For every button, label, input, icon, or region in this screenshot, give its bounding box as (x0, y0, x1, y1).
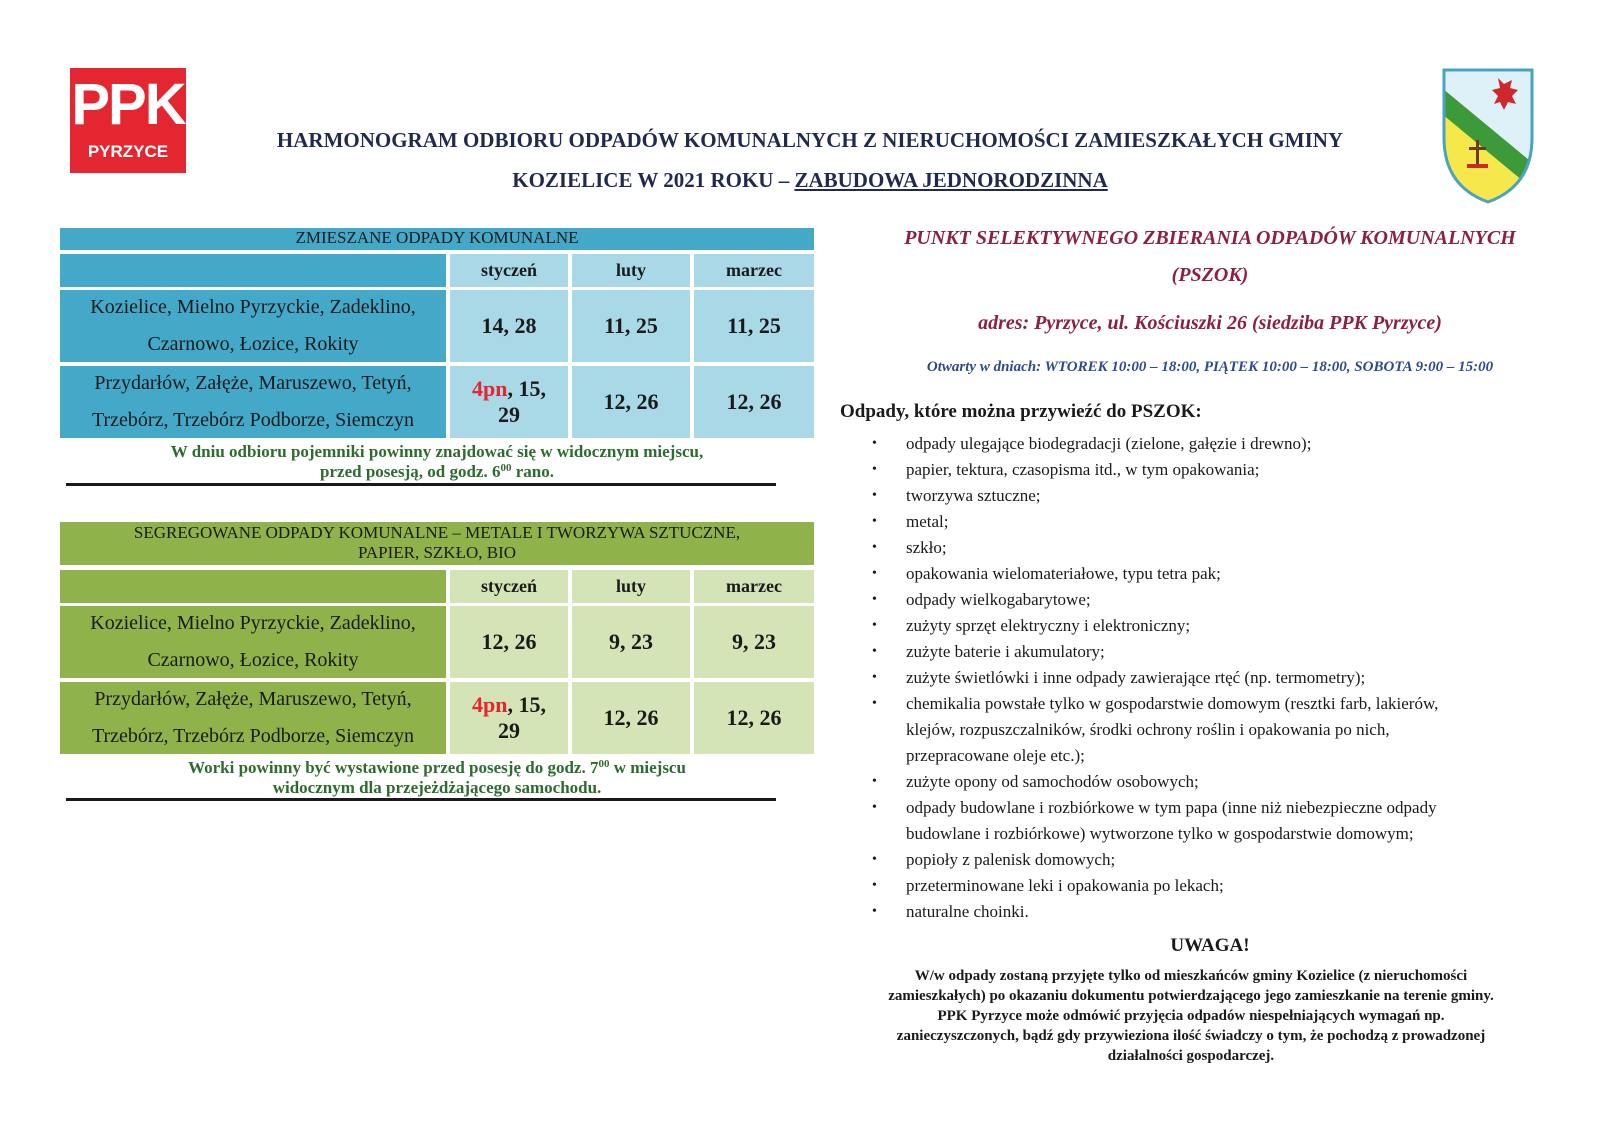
bullet-icon: • (872, 904, 877, 919)
warning-line: W/w odpady zostaną przyjęte tylko od mieszkańców gminy Kozielice (z nieruchomości (914, 968, 1468, 984)
segregated-row2-january-rest: , 15, (507, 692, 546, 717)
mixed-divider (66, 483, 776, 486)
list-item (872, 899, 1522, 925)
list-item-text: metal; (906, 512, 949, 531)
logo-ppk-text: PPK (71, 72, 185, 137)
segregated-band-line2: PAPIER, SZKŁO, BIO (357, 543, 517, 562)
pszok-list-heading: Odpady, które można przywieźć do PSZOK: (840, 401, 1202, 422)
segregated-note-line1-b: w miejscu (609, 758, 686, 777)
bullet-icon: • (872, 592, 877, 607)
segregated-row2-february: 12, 26 (572, 682, 690, 754)
list-item (872, 795, 1522, 847)
bullet-icon: • (872, 618, 877, 633)
segregated-row2-locations-line2: Trzebórz, Trzebórz Podborze, Siemczyn (92, 725, 414, 747)
list-item (872, 613, 1522, 639)
segregated-header-february: luty (572, 570, 690, 603)
page-title-line2 (200, 167, 1420, 193)
list-item-text: opakowania wielomateriałowe, typu tetra pak; (906, 564, 1221, 583)
mixed-note-line2-b: rano. (511, 462, 554, 481)
mixed-waste-note (60, 442, 814, 482)
bullet-icon: • (872, 644, 877, 659)
mixed-row2-march: 12, 26 (694, 366, 814, 438)
segregated-row1-january: 12, 26 (450, 606, 568, 678)
segregated-row2-january-highlight: 4pn (472, 692, 508, 717)
pszok-address: adres: Pyrzyce, ul. Kościuszki 26 (siedziba PPK Pyrzyce) (978, 312, 1442, 334)
list-item (872, 535, 1522, 561)
mixed-note-sup: 00 (500, 462, 512, 474)
segregated-note-line1-a: Worki powinny być wystawione przed posesję do godz. 7 (188, 758, 599, 777)
bullet-icon: • (872, 852, 877, 867)
segregated-waste-band (60, 522, 814, 565)
bullet-icon: • (872, 436, 877, 451)
pszok-heading-line1: PUNKT SELEKTYWNEGO ZBIERANIA ODPADÓW KOMUNALNYCH (904, 227, 1516, 249)
warning-line: zamieszkałych) po okazaniu dokumentu potwierdzającego jego zamieszkanie na terenie gminy. (888, 988, 1494, 1004)
list-item-text: zużyte opony od samochodów osobowych; (906, 772, 1199, 791)
list-item-text: odpady wielkogabarytowe; (906, 590, 1091, 609)
logo-town-text: PYRZYCE (87, 142, 169, 161)
list-item-text: tworzywa sztuczne; (906, 486, 1041, 505)
list-item-text: odpady budowlane i rozbiórkowe w tym papa (inne niż niebezpieczne odpady (906, 798, 1437, 817)
bullet-icon: • (872, 566, 877, 581)
mixed-header-march: marzec (694, 254, 814, 287)
mixed-row2-february: 12, 26 (572, 366, 690, 438)
mixed-note-line2-a: przed posesją, od godz. 6 (320, 462, 501, 481)
segregated-note-line2: widocznym dla przejeżdżającego samochodu. (272, 778, 602, 797)
bullet-icon: • (872, 514, 877, 529)
mixed-row1-locations (60, 290, 446, 362)
segregated-divider (66, 798, 776, 801)
list-item (872, 769, 1522, 795)
mixed-header-blank (60, 254, 446, 287)
list-item-text: zużyte baterie i akumulatory; (906, 642, 1105, 661)
list-item-text: zużyty sprzęt elektryczny i elektroniczny; (906, 616, 1191, 635)
warning-text (838, 966, 1544, 1066)
list-item (872, 873, 1522, 899)
list-item (872, 639, 1522, 665)
list-item-text: papier, tektura, czasopisma itd., w tym opakowania; (906, 460, 1260, 479)
bullet-icon: • (872, 774, 877, 789)
list-item (872, 587, 1522, 613)
list-item-text: klejów, rozpuszczalników, środki ochrony roślin i opakowania po nich, (906, 720, 1390, 739)
segregated-row1-locations-line2: Czarnowo, Łozice, Rokity (147, 649, 359, 671)
segregated-row1-march: 9, 23 (694, 606, 814, 678)
title-line2-plain: KOZIELICE W 2021 ROKU – (512, 168, 795, 192)
segregated-note-sup: 00 (598, 758, 610, 770)
mixed-note-line1: W dniu odbioru pojemniki powinny znajdować się w widocznym miejscu, (170, 442, 704, 461)
bullet-icon: • (872, 540, 877, 555)
warning-line: działalności gospodarczej. (1107, 1048, 1275, 1064)
mixed-row2-january-rest: , 15, (507, 376, 546, 401)
mixed-row2-locations-line1: Przydarłów, Załęże, Maruszewo, Tetyń, (94, 372, 412, 394)
list-item-text: przepracowane oleje etc.); (906, 746, 1085, 765)
page-title-line1: HARMONOGRAM ODBIORU ODPADÓW KOMUNALNYCH Z NIERUCHOMOŚCI ZAMIESZKAŁYCH GMINY (276, 128, 1344, 152)
bullet-icon: • (872, 878, 877, 893)
mixed-row1-locations-line1: Kozielice, Mielno Pyrzyckie, Zadeklino, (90, 296, 416, 318)
mixed-waste-band: ZMIESZANE ODPADY KOMUNALNE (60, 228, 814, 250)
mixed-row1-locations-line2: Czarnowo, Łozice, Rokity (147, 333, 359, 355)
segregated-row2-january (450, 682, 568, 754)
list-item (872, 483, 1522, 509)
mixed-row2-january (450, 366, 568, 438)
segregated-waste-note (60, 758, 814, 798)
warning-title: UWAGA! (1170, 935, 1250, 956)
mixed-row2-locations (60, 366, 446, 438)
segregated-header-january: styczeń (450, 570, 568, 603)
mixed-note-line2 (60, 462, 814, 482)
list-item (872, 561, 1522, 587)
mixed-row1-february: 11, 25 (572, 290, 690, 362)
segregated-band-line1: SEGREGOWANE ODPADY KOMUNALNE – METALE I TWORZYWA SZTUCZNE, (133, 523, 741, 542)
ppk-logo (70, 68, 186, 173)
mixed-header-february: luty (572, 254, 690, 287)
list-item-text: naturalne choinki. (906, 902, 1029, 921)
list-item (872, 665, 1522, 691)
title-line2-underlined: ZABUDOWA JEDNORODZINNA (794, 168, 1108, 192)
bullet-icon: • (872, 800, 877, 815)
list-item-text: szkło; (906, 538, 947, 557)
bullet-icon: • (872, 670, 877, 685)
bullet-icon: • (872, 488, 877, 503)
list-item (872, 847, 1522, 873)
list-item (872, 457, 1522, 483)
gmina-crest-icon (1442, 68, 1534, 204)
segregated-row1-february: 9, 23 (572, 606, 690, 678)
pszok-waste-list (872, 431, 1522, 925)
mixed-row1-january: 14, 28 (450, 290, 568, 362)
list-item-text: popioły z palenisk domowych; (906, 850, 1116, 869)
list-item-text: odpady ulegające biodegradacji (zielone, gałęzie i drewno); (906, 434, 1312, 453)
mixed-row2-january-highlight: 4pn (472, 376, 508, 401)
list-item (872, 431, 1522, 457)
list-item-text: chemikalia powstałe tylko w gospodarstwie domowym (resztki farb, lakierów, (906, 694, 1439, 713)
segregated-row2-locations-line1: Przydarłów, Załęże, Maruszewo, Tetyń, (94, 688, 412, 710)
pszok-opening-hours: Otwarty w dniach: WTOREK 10:00 – 18:00, PIĄTEK 10:00 – 18:00, SOBOTA 9:00 – 15:00 (926, 359, 1494, 375)
mixed-row2-locations-line2: Trzebórz, Trzebórz Podborze, Siemczyn (92, 409, 414, 431)
segregated-note-line1 (60, 758, 814, 778)
segregated-row1-locations-line1: Kozielice, Mielno Pyrzyckie, Zadeklino, (90, 612, 416, 634)
segregated-row2-march: 12, 26 (694, 682, 814, 754)
mixed-row2-january-line2: 29 (498, 402, 520, 427)
segregated-row2-january-line2: 29 (498, 718, 520, 743)
segregated-header-blank (60, 570, 446, 603)
list-item (872, 691, 1522, 769)
segregated-row2-locations (60, 682, 446, 754)
segregated-row1-locations (60, 606, 446, 678)
segregated-header-march: marzec (694, 570, 814, 603)
list-item (872, 509, 1522, 535)
bullet-icon: • (872, 462, 877, 477)
pszok-heading-line2: (PSZOK) (1171, 264, 1249, 286)
bullet-icon: • (872, 696, 877, 711)
warning-line: zanieczyszczonych, bądź gdy przywieziona ilość świadczy o tym, że pochodzą z prowadzonej (896, 1028, 1486, 1044)
list-item-text: zużyte świetlówki i inne odpady zawierające rtęć (np. termometry); (906, 668, 1366, 687)
warning-line: PPK Pyrzyce może odmówić przyjęcia odpadów niespełniających wymagań np. (937, 1008, 1445, 1024)
mixed-row1-march: 11, 25 (694, 290, 814, 362)
mixed-header-january: styczeń (450, 254, 568, 287)
list-item-text: budowlane i rozbiórkowe) wytworzone tylko w gospodarstwie domowym; (906, 824, 1414, 843)
list-item-text: przeterminowane leki i opakowania po lekach; (906, 876, 1224, 895)
